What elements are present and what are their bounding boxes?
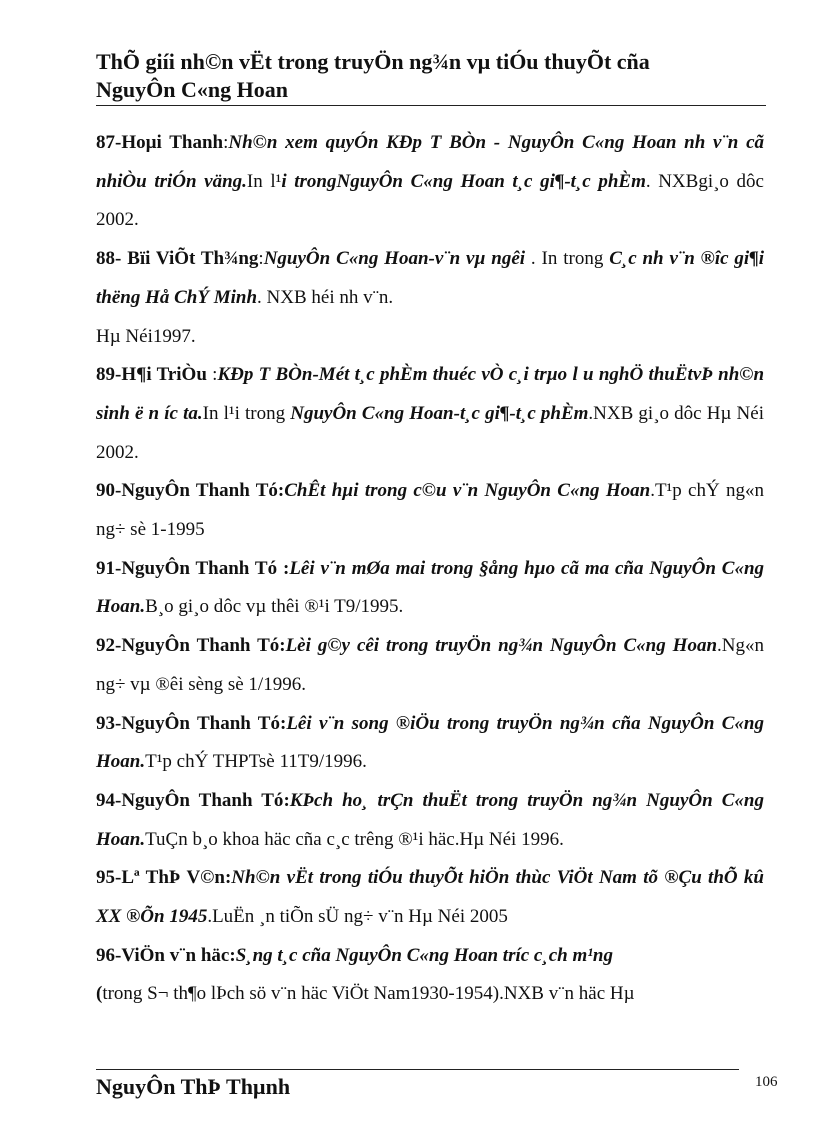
entry-source-title: NguyÔn C«ng Hoan t¸c gi¶-t¸c phÈm — [336, 170, 646, 192]
entry-author: Lª ThÞ V©n — [121, 867, 225, 889]
entry-number: 88 — [96, 248, 115, 270]
entry-title: Nh©n vËt trong tiÓu thuyÕt hiÖn thùc ViÖt Nam tõ ®Çu thÕ kû XX ®Õn 1945 — [96, 867, 764, 928]
bibliography-entry-90: 90-NguyÔn Thanh Tó:ChÊt hµi trong c©u v¨n NguyÔn C«ng Hoan.T¹p chÝ ng«n ng÷ sè 1-1995 — [96, 480, 764, 541]
entry-publication: .Ng«n ng÷ vµ ®êi sèng sè 1/1996. — [96, 635, 764, 695]
bibliography-entry-91: 91-NguyÔn Thanh Tó :Lêi v¨n mØa mai trong §ång hµo cã ma cña NguyÔn C«ng Hoan.B¸o gi¸o dôc vµ thêi ®¹i T9/1995. — [96, 557, 765, 618]
footer-rule — [96, 1069, 739, 1070]
entry-separator: : — [279, 635, 286, 657]
entry-publication: In l¹i trong — [202, 402, 291, 424]
entry-publication: . In trong — [525, 248, 610, 270]
entry-number: 96 — [96, 944, 115, 966]
entry-title: S¸ng t¸c cña NguyÔn C«ng Hoan tríc c¸ch m¹ng — [235, 944, 613, 966]
entry-publication: .LuËn ¸n tiÕn sÜ ng÷ v¨n Hµ Néi 2005 — [207, 906, 508, 928]
entry-separator: : — [283, 789, 290, 811]
bibliography-entry-92: 92-NguyÔn Thanh Tó:Lèi g©y cêi trong truyÖn ng¾n NguyÔn C«ng Hoan.Ng«n ng÷ vµ ®êi sèng sè 1/1996. — [96, 635, 764, 695]
entry-paren: ( — [96, 983, 103, 1005]
bibliography-entry-89: 89-H¶i TriÒu :KÐp T BÒn-Mét t¸c phÈm thuéc vÒ c¸i trµo l u nghÖ thuËtvÞ nh©n sinh ë n íc ta.In l¹i trong NguyÔn C«ng Hoan-t¸c gi¶-t¸c phÈm.NXB gi¸o dôc Hµ Néi 2002. — [96, 364, 765, 463]
entry-number: 95 — [96, 867, 115, 889]
running-header — [96, 48, 766, 104]
entry-author: H¶i TriÒu — [121, 364, 207, 386]
entry-title: NguyÔn C«ng Hoan-v¨n vµ ngêi — [263, 248, 526, 270]
header-line-1: ThÕ giíi nh©n vËt trong truyÖn ng¾n vµ tiÓu thuyÕt cña — [96, 49, 650, 74]
entry-title: ChÊt hµi trong c©u v¨n NguyÔn C«ng Hoan — [284, 480, 651, 502]
bibliography-entry-93: 93-NguyÔn Thanh Tó:Lêi v¨n song ®iÖu trong truyÖn ng¾n cña NguyÔn C«ng Hoan.T¹p chÝ THPTsè 11T9/1996. — [96, 712, 764, 773]
page-number: 106 — [755, 1074, 778, 1090]
entry-separator: : — [279, 712, 287, 734]
entry-author: ViÖn v¨n häc — [121, 944, 230, 966]
entry-separator: : — [277, 557, 290, 579]
header-rule — [96, 105, 766, 106]
entry-separator: : — [258, 248, 264, 270]
entry-publication: T¹p chÝ THPTsè 11T9/1996. — [145, 751, 367, 773]
bibliography-entry-94: 94-NguyÔn Thanh Tó:KÞch ho¸ trÇn thuËt trong truyÖn ng¾n NguyÔn C«ng Hoan.TuÇn b¸o khoa häc cña c¸c trêng ®¹i häc.Hµ Néi 1996. — [96, 789, 764, 850]
bibliography-entry-96: 96-ViÖn v¨n häc:S¸ng t¸c cña NguyÔn C«ng Hoan tríc c¸ch m¹ng (trong S¬ th¶o lÞch sö v¨n häc ViÖt Nam1930-1954).NXB v¨n häc Hµ — [96, 944, 635, 1005]
entry-author: NguyÔn Thanh Tó — [121, 635, 280, 657]
bibliography-entry-87: 87-Hoµi Thanh:Nh©n xem quyÓn KÐp T BÒn - NguyÔn C«ng Hoan nh v¨n cã nhiÒu triÓn väng.In l¹i trongNguyÔn C«ng Hoan t¸c gi¶-t¸c phÈm. NXBgi¸o dôc 2002. — [96, 132, 765, 231]
entry-number: 89 — [96, 364, 115, 386]
entry-publication: .T¹p chÝ ng«n ng÷ sè 1-1995 — [96, 480, 764, 541]
entry-author: Bïi ViÕt Th¾ng — [121, 248, 259, 270]
bibliography-entry-88: 88- Bïi ViÕt Th¾ng:NguyÔn C«ng Hoan-v¨n vµ ngêi . In trong C¸c nh v¨n ®îc gi¶i thëng Hå ChÝ Minh. NXB héi nh v¨n. Hµ Néi1997. — [96, 248, 764, 347]
entry-publication: TuÇn b¸o khoa häc cña c¸c trêng ®¹i häc.Hµ Néi 1996. — [145, 828, 564, 850]
entry-author: NguyÔn Thanh Tó — [121, 789, 284, 811]
entry-separator: : — [206, 364, 218, 386]
entry-publisher-place: Hµ Néi1997. — [96, 325, 196, 347]
entry-title: Lêi v¨n mØa mai trong §ång hµo cã ma cña NguyÔn C«ng Hoan. — [96, 557, 765, 618]
entry-publisher: . NXBgi¸o dôc 2002. — [96, 170, 764, 231]
entry-title: KÐp T BÒn-Mét t¸c phÈm thuéc vÒ c¸i trµo l u nghÖ thuËtvÞ nh©n sinh ë n íc ta. — [96, 364, 765, 424]
entry-publication: In l¹ — [246, 170, 282, 192]
entry-author: NguyÔn Thanh Tó — [121, 480, 278, 502]
entry-publication: i trong — [281, 170, 337, 192]
entry-publisher: .NXB gi¸o dôc Hµ Néi 2002. — [96, 402, 764, 463]
entry-author: Hoµi Thanh — [121, 132, 224, 153]
entry-separator: : — [224, 867, 232, 889]
entry-title: Nh©n xem quyÓn KÐp T BÒn - NguyÔn C«ng Hoan nh v¨n cã nhiÒu triÓn väng. — [96, 132, 765, 192]
bibliography-entry-95: 95-Lª ThÞ V©n:Nh©n vËt trong tiÓu thuyÕt hiÖn thùc ViÖt Nam tõ ®Çu thÕ kû XX ®Õn 1945.LuËn ¸n tiÕn sÜ ng÷ v¨n Hµ Néi 2005 — [96, 867, 764, 928]
entry-title: Lêi v¨n song ®iÖu trong truyÖn ng¾n cña NguyÔn C«ng Hoan. — [96, 712, 764, 773]
entry-author: NguyÔn Thanh Tó — [121, 557, 278, 579]
entry-publisher: . NXB héi nh v¨n. — [257, 286, 394, 308]
entry-separator: : — [277, 480, 285, 502]
entry-number: 92 — [96, 635, 115, 657]
entry-title: Lèi g©y cêi trong truyÖn ng¾n NguyÔn C«ng Hoan — [285, 635, 718, 657]
header-line-2: NguyÔn C«ng Hoan — [96, 77, 288, 102]
footer-author-name: NguyÔn ThÞ Thµnh — [96, 1074, 291, 1099]
entry-number: 93 — [96, 712, 115, 734]
entry-title: KÞch ho¸ trÇn thuËt trong truyÖn ng¾n NguyÔn C«ng Hoan. — [96, 789, 764, 850]
entry-number: 91 — [96, 557, 115, 579]
entry-separator: : — [223, 132, 229, 153]
entry-number: 94 — [96, 789, 115, 811]
entry-author: NguyÔn Thanh Tó — [121, 712, 280, 734]
entry-separator: : — [229, 944, 236, 966]
entry-number: 90 — [96, 480, 115, 502]
entry-publication: B¸o gi¸o dôc vµ thêi ®¹i T9/1995. — [145, 596, 404, 618]
entry-number: 87 — [96, 132, 115, 153]
entry-source-title: NguyÔn C«ng Hoan-t¸c gi¶-t¸c phÈm — [290, 402, 589, 424]
bibliography-list — [96, 124, 764, 1014]
entry-publication: trong S¬ th¶o lÞch sö v¨n häc ViÖt Nam1930-1954).NXB v¨n häc Hµ — [102, 983, 635, 1005]
entry-source-title: C¸c nh v¨n ®îc gi¶i thëng Hå ChÝ Minh — [96, 248, 764, 308]
